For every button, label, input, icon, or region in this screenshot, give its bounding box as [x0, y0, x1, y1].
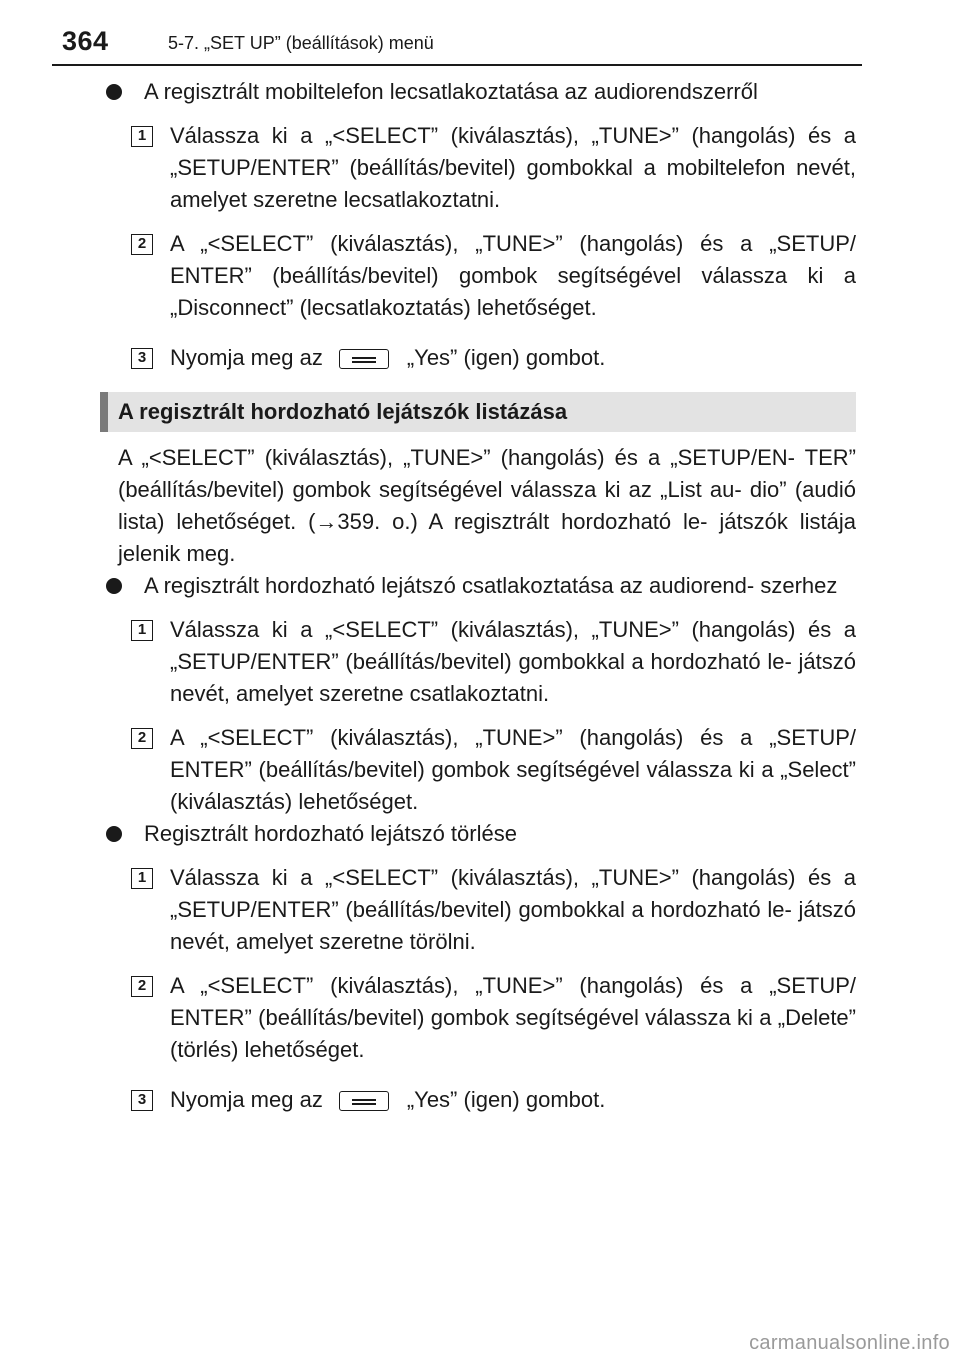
bullet-connect-player	[100, 570, 856, 602]
section-title: A regisztrált hordozható lejátszók listázása	[118, 399, 568, 424]
step-number-badge: 1	[131, 126, 153, 147]
step-text-pre: Nyomja meg az	[170, 1087, 323, 1112]
bullet-dot-icon	[106, 578, 122, 594]
yes-button-icon	[339, 349, 389, 369]
step-text-post: „Yes” (igen) gombot.	[406, 1087, 606, 1112]
step-item	[100, 228, 856, 324]
step-number-badge: 3	[131, 348, 153, 369]
page-content	[100, 76, 856, 1116]
step-item	[100, 1084, 856, 1116]
step-text: A „<SELECT” (kiválasztás), „TUNE>” (hangolás) és a „SETUP/ ENTER” (beállítás/bevitel) gombok segítségével válassza ki a „Delete” (törlés) lehetőséget.	[170, 973, 856, 1062]
section-heading-tab	[100, 392, 108, 432]
yes-button-icon	[339, 1091, 389, 1111]
bullet-dot-icon	[106, 84, 122, 100]
section-heading-bar	[100, 392, 856, 432]
step-text-pre: Nyomja meg az	[170, 345, 323, 370]
step-item	[100, 120, 856, 216]
bullet-dot-icon	[106, 826, 122, 842]
step-item	[100, 342, 856, 374]
step-item	[100, 614, 856, 710]
step-number-badge: 2	[131, 728, 153, 749]
step-item	[100, 722, 856, 818]
step-text: Válassza ki a „<SELECT” (kiválasztás), „TUNE>” (hangolás) és a „SETUP/ENTER” (beállítás/bevitel) gombokkal a hordozható le- játszó nevét, amelyet szeretne törölni.	[170, 865, 856, 954]
step-item	[100, 862, 856, 958]
bullet-text: Regisztrált hordozható lejátszó törlése	[144, 821, 517, 846]
running-head: 5-7. „SET UP” (beállítások) menü	[168, 33, 434, 53]
step-text: A „<SELECT” (kiválasztás), „TUNE>” (hangolás) és a „SETUP/ ENTER” (beállítás/bevitel) gombok segítségével válassza ki a „Select” (kiválasztás) lehetőséget.	[170, 725, 856, 814]
step-number-badge: 2	[131, 234, 153, 255]
step-number-badge: 3	[131, 1090, 153, 1111]
bullet-text: A regisztrált hordozható lejátszó csatlakoztatása az audiorend- szerhez	[144, 573, 838, 598]
step-number-badge: 1	[131, 620, 153, 641]
step-number-badge: 1	[131, 868, 153, 889]
bullet-text: A regisztrált mobiltelefon lecsatlakoztatása az audiorendszerről	[144, 79, 758, 104]
page-number: 364	[62, 26, 109, 56]
step-text: A „<SELECT” (kiválasztás), „TUNE>” (hangolás) és a „SETUP/ ENTER” (beállítás/bevitel) gombok segítségével válassza ki a „Disconnect” (lecsatlakoztatás) lehetőséget.	[170, 231, 856, 320]
header-rule	[52, 64, 862, 66]
section-intro: A „<SELECT” (kiválasztás), „TUNE>” (hangolás) és a „SETUP/EN- TER” (beállítás/bevitel) gombok segítségével válassza ki az „List au- dio” (audió lista) lehetőséget. (→359. o.) A regisztrált hordozható le- játszók listája jelenik meg.	[118, 445, 856, 566]
bullet-disconnect-phone	[100, 76, 856, 108]
step-item	[100, 970, 856, 1066]
step-text: Válassza ki a „<SELECT” (kiválasztás), „TUNE>” (hangolás) és a „SETUP/ENTER” (beállítás/bevitel) gombokkal a hordozható le- játszó nevét, amelyet szeretne csatlakoztatni.	[170, 617, 856, 706]
step-text-post: „Yes” (igen) gombot.	[406, 345, 606, 370]
bullet-delete-player	[100, 818, 856, 850]
watermark: carmanualsonline.info	[749, 1332, 950, 1354]
step-number-badge: 2	[131, 976, 153, 997]
step-text: Válassza ki a „<SELECT” (kiválasztás), „TUNE>” (hangolás) és a „SETUP/ENTER” (beállítás/bevitel) gombokkal a mobiltelefon nevét, amelyet szeretne lecsatlakoztatni.	[170, 123, 856, 212]
